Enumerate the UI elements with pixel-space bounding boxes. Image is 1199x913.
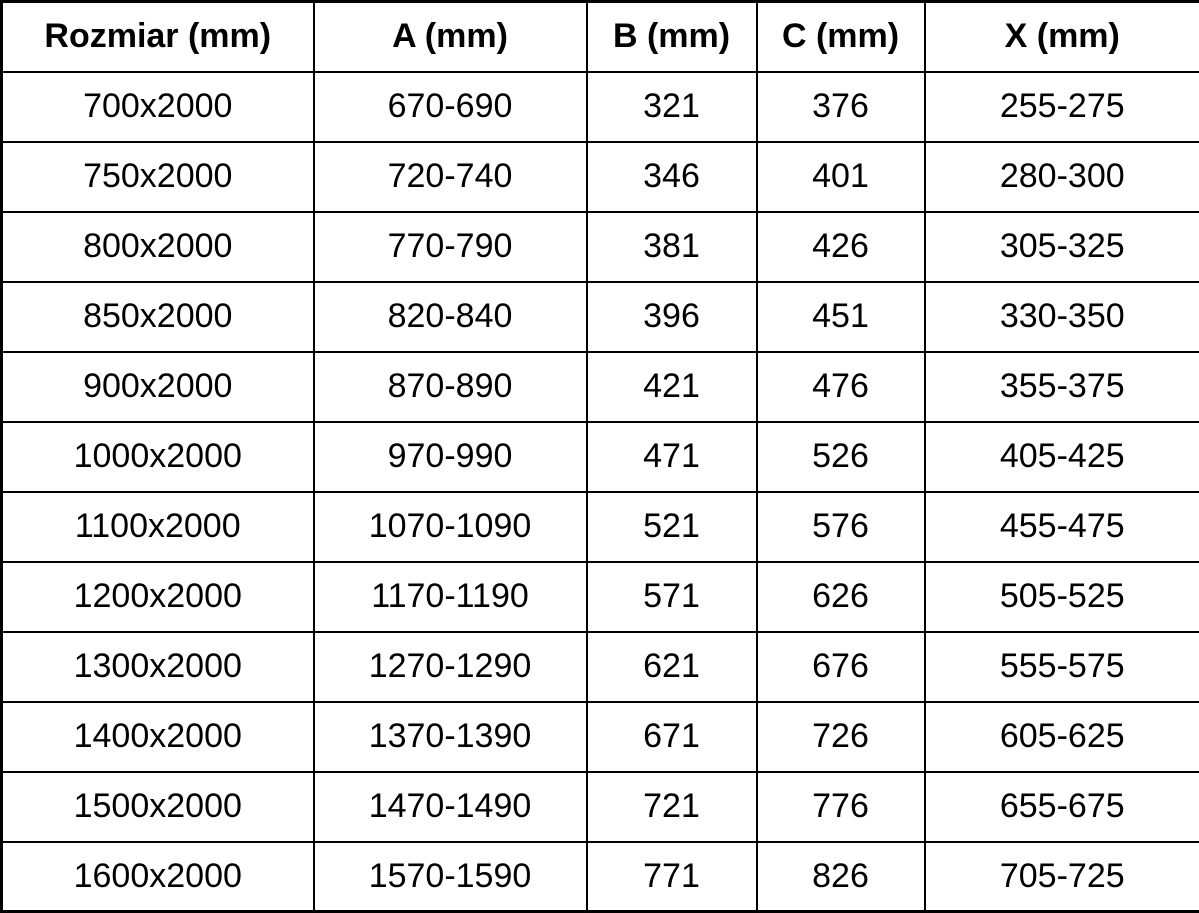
table-cell: 1570-1590 (314, 842, 587, 912)
table-cell: 671 (587, 702, 757, 772)
table-cell: 330-350 (925, 282, 1199, 352)
table-cell: 321 (587, 72, 757, 142)
table-cell: 1100x2000 (2, 492, 314, 562)
table-row (2, 142, 1199, 212)
table-cell: 451 (757, 282, 925, 352)
table-cell: 605-625 (925, 702, 1199, 772)
table-row (2, 492, 1199, 562)
table-cell: 1500x2000 (2, 772, 314, 842)
table-cell: 421 (587, 352, 757, 422)
column-header-b: B (mm) (587, 2, 757, 72)
table-cell: 1170-1190 (314, 562, 587, 632)
table-cell: 1200x2000 (2, 562, 314, 632)
table-row (2, 282, 1199, 352)
table-cell: 521 (587, 492, 757, 562)
column-header-x: X (mm) (925, 2, 1199, 72)
table-cell: 776 (757, 772, 925, 842)
table-cell: 770-790 (314, 212, 587, 282)
table-cell: 676 (757, 632, 925, 702)
table-cell: 1300x2000 (2, 632, 314, 702)
table-cell: 670-690 (314, 72, 587, 142)
table-cell: 621 (587, 632, 757, 702)
table-cell: 750x2000 (2, 142, 314, 212)
table-row (2, 212, 1199, 282)
column-header-a: A (mm) (314, 2, 587, 72)
table-cell: 280-300 (925, 142, 1199, 212)
table-cell: 870-890 (314, 352, 587, 422)
table-row (2, 562, 1199, 632)
table-cell: 720-740 (314, 142, 587, 212)
table-cell: 1600x2000 (2, 842, 314, 912)
table-row (2, 772, 1199, 842)
table-cell: 401 (757, 142, 925, 212)
table-cell: 726 (757, 702, 925, 772)
table-cell: 900x2000 (2, 352, 314, 422)
table-cell: 426 (757, 212, 925, 282)
table-cell: 455-475 (925, 492, 1199, 562)
column-header-rozmiar: Rozmiar (mm) (2, 2, 314, 72)
table-cell: 1270-1290 (314, 632, 587, 702)
table-row (2, 842, 1199, 912)
table-cell: 476 (757, 352, 925, 422)
table-cell: 571 (587, 562, 757, 632)
table-cell: 1470-1490 (314, 772, 587, 842)
table-cell: 255-275 (925, 72, 1199, 142)
table-cell: 381 (587, 212, 757, 282)
table-cell: 626 (757, 562, 925, 632)
table-cell: 396 (587, 282, 757, 352)
table-row (2, 702, 1199, 772)
table-cell: 405-425 (925, 422, 1199, 492)
table-cell: 1070-1090 (314, 492, 587, 562)
table-cell: 555-575 (925, 632, 1199, 702)
table-cell: 346 (587, 142, 757, 212)
table-row (2, 72, 1199, 142)
table-cell: 800x2000 (2, 212, 314, 282)
table-cell: 576 (757, 492, 925, 562)
table-cell: 1000x2000 (2, 422, 314, 492)
table-cell: 705-725 (925, 842, 1199, 912)
table-cell: 771 (587, 842, 757, 912)
table-cell: 505-525 (925, 562, 1199, 632)
table-row (2, 352, 1199, 422)
table-cell: 355-375 (925, 352, 1199, 422)
table-cell: 826 (757, 842, 925, 912)
table-cell: 700x2000 (2, 72, 314, 142)
table-cell: 376 (757, 72, 925, 142)
table-cell: 526 (757, 422, 925, 492)
table-cell: 820-840 (314, 282, 587, 352)
column-header-c: C (mm) (757, 2, 925, 72)
table-cell: 655-675 (925, 772, 1199, 842)
table-cell: 1370-1390 (314, 702, 587, 772)
table-cell: 970-990 (314, 422, 587, 492)
table-cell: 305-325 (925, 212, 1199, 282)
table-row (2, 422, 1199, 492)
table-cell: 721 (587, 772, 757, 842)
table-row (2, 632, 1199, 702)
table-cell: 850x2000 (2, 282, 314, 352)
table-cell: 1400x2000 (2, 702, 314, 772)
table-cell: 471 (587, 422, 757, 492)
header-row (2, 2, 1199, 72)
